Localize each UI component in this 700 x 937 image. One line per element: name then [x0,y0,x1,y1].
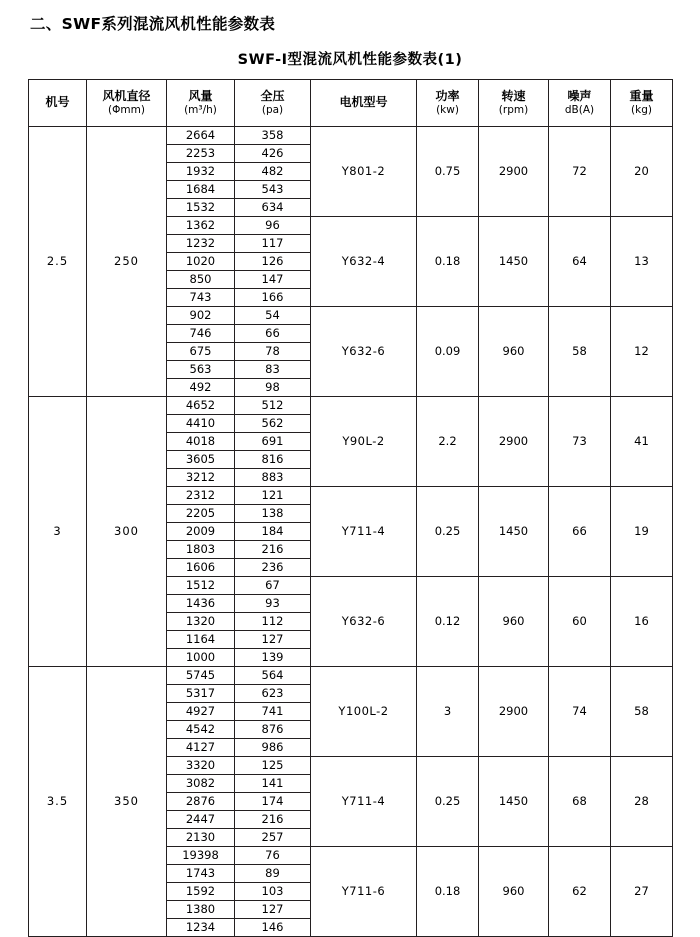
cell-pressure: 103 [235,883,311,901]
cell-motor: Y711-4 [311,487,417,577]
cell-speed: 960 [479,307,549,397]
cell-flow: 5317 [167,685,235,703]
cell-flow: 2130 [167,829,235,847]
cell-pressure: 98 [235,379,311,397]
column-header-pressure [235,80,311,127]
cell-flow: 1932 [167,163,235,181]
cell-motor: Y801-2 [311,127,417,217]
column-header-diameter-unit: (Φmm) [108,103,145,116]
cell-power: 2.2 [417,397,479,487]
cell-power: 0.25 [417,487,479,577]
cell-pressure: 127 [235,631,311,649]
cell-pressure: 512 [235,397,311,415]
cell-pressure: 543 [235,181,311,199]
cell-pressure: 127 [235,901,311,919]
cell-motor: Y90L-2 [311,397,417,487]
cell-flow: 675 [167,343,235,361]
cell-flow: 902 [167,307,235,325]
cell-flow: 4410 [167,415,235,433]
cell-flow: 1000 [167,649,235,667]
cell-flow: 1743 [167,865,235,883]
cell-model: 3.5 [29,667,87,937]
cell-pressure: 78 [235,343,311,361]
cell-flow: 1164 [167,631,235,649]
cell-pressure: 76 [235,847,311,865]
cell-motor: Y632-6 [311,577,417,667]
cell-pressure: 184 [235,523,311,541]
column-header-motor-label: 电机型号 [339,95,388,110]
cell-weight: 16 [611,577,673,667]
cell-pressure: 741 [235,703,311,721]
cell-weight: 12 [611,307,673,397]
column-header-noise-unit: dB(A) [564,103,595,116]
column-header-pressure-unit: (pa) [261,103,284,116]
cell-pressure: 125 [235,757,311,775]
cell-pressure: 54 [235,307,311,325]
cell-noise: 74 [549,667,611,757]
cell-flow: 1234 [167,919,235,937]
cell-flow: 1684 [167,181,235,199]
column-header-flow [167,80,235,127]
cell-pressure: 216 [235,811,311,829]
cell-flow: 5745 [167,667,235,685]
cell-power: 3 [417,667,479,757]
cell-pressure: 67 [235,577,311,595]
column-header-speed-label: 转速 [501,88,526,103]
column-header-weight-unit: (kg) [631,103,652,116]
cell-speed: 960 [479,847,549,937]
column-header-diameter-label: 风机直径 [102,88,151,103]
column-header-flow-unit: (m³/h) [184,103,217,116]
cell-power: 0.25 [417,757,479,847]
cell-pressure: 691 [235,433,311,451]
cell-flow: 1020 [167,253,235,271]
cell-flow: 1362 [167,217,235,235]
cell-noise: 62 [549,847,611,937]
column-header-noise [549,80,611,127]
column-header-flow-label: 风量 [188,88,213,103]
cell-flow: 1512 [167,577,235,595]
cell-model: 3 [29,397,87,667]
cell-power: 0.12 [417,577,479,667]
cell-noise: 68 [549,757,611,847]
cell-flow: 743 [167,289,235,307]
cell-flow: 4542 [167,721,235,739]
cell-pressure: 562 [235,415,311,433]
cell-speed: 1450 [479,757,549,847]
cell-pressure: 146 [235,919,311,937]
cell-speed: 960 [479,577,549,667]
column-header-model [29,80,87,127]
section-title: 二、SWF系列混流风机性能参数表 [30,15,276,33]
column-header-speed-unit: (rpm) [498,103,529,116]
cell-weight: 58 [611,667,673,757]
cell-pressure: 634 [235,199,311,217]
cell-weight: 13 [611,217,673,307]
cell-flow: 3320 [167,757,235,775]
cell-speed: 2900 [479,667,549,757]
column-header-model-label: 机号 [45,95,70,110]
cell-flow: 2253 [167,145,235,163]
cell-diameter: 300 [87,397,167,667]
cell-flow: 4127 [167,739,235,757]
table-row [29,397,673,415]
cell-flow: 1436 [167,595,235,613]
cell-noise: 60 [549,577,611,667]
cell-pressure: 83 [235,361,311,379]
cell-diameter: 250 [87,127,167,397]
table-row [29,127,673,145]
cell-power: 0.18 [417,847,479,937]
cell-pressure: 564 [235,667,311,685]
cell-flow: 2312 [167,487,235,505]
cell-power: 0.09 [417,307,479,397]
column-header-speed [479,80,549,127]
table-row [29,667,673,685]
cell-weight: 27 [611,847,673,937]
cell-flow: 1803 [167,541,235,559]
cell-flow: 2447 [167,811,235,829]
cell-noise: 58 [549,307,611,397]
cell-pressure: 117 [235,235,311,253]
column-header-noise-label: 噪声 [567,88,592,103]
cell-noise: 72 [549,127,611,217]
cell-flow: 2664 [167,127,235,145]
cell-pressure: 147 [235,271,311,289]
column-header-pressure-label: 全压 [260,88,285,103]
cell-motor: Y100L-2 [311,667,417,757]
column-header-power-label: 功率 [435,88,460,103]
column-header-weight-label: 重量 [629,88,654,103]
cell-motor: Y711-6 [311,847,417,937]
cell-flow: 1606 [167,559,235,577]
cell-flow: 1380 [167,901,235,919]
cell-pressure: 426 [235,145,311,163]
column-header-power [417,80,479,127]
cell-motor: Y711-4 [311,757,417,847]
cell-pressure: 66 [235,325,311,343]
cell-pressure: 166 [235,289,311,307]
cell-pressure: 986 [235,739,311,757]
cell-pressure: 93 [235,595,311,613]
cell-weight: 20 [611,127,673,217]
cell-flow: 19398 [167,847,235,865]
cell-pressure: 257 [235,829,311,847]
cell-pressure: 358 [235,127,311,145]
cell-pressure: 883 [235,469,311,487]
cell-flow: 746 [167,325,235,343]
cell-flow: 2205 [167,505,235,523]
cell-pressure: 816 [235,451,311,469]
cell-pressure: 236 [235,559,311,577]
cell-flow: 1592 [167,883,235,901]
cell-pressure: 138 [235,505,311,523]
cell-flow: 3082 [167,775,235,793]
column-header-motor [311,80,417,127]
cell-flow: 4927 [167,703,235,721]
cell-pressure: 96 [235,217,311,235]
cell-flow: 563 [167,361,235,379]
cell-flow: 4018 [167,433,235,451]
column-header-diameter [87,80,167,127]
table-header-row [29,80,673,127]
cell-pressure: 482 [235,163,311,181]
cell-motor: Y632-4 [311,217,417,307]
cell-pressure: 126 [235,253,311,271]
cell-power: 0.18 [417,217,479,307]
cell-noise: 66 [549,487,611,577]
cell-flow: 3605 [167,451,235,469]
cell-flow: 1232 [167,235,235,253]
cell-pressure: 139 [235,649,311,667]
cell-speed: 1450 [479,217,549,307]
cell-pressure: 876 [235,721,311,739]
cell-flow: 1532 [167,199,235,217]
cell-flow: 3212 [167,469,235,487]
cell-pressure: 89 [235,865,311,883]
cell-weight: 19 [611,487,673,577]
cell-diameter: 350 [87,667,167,937]
cell-speed: 2900 [479,397,549,487]
cell-pressure: 141 [235,775,311,793]
cell-power: 0.75 [417,127,479,217]
column-header-power-unit: (kw) [436,103,459,116]
cell-flow: 1320 [167,613,235,631]
cell-noise: 64 [549,217,611,307]
cell-pressure: 121 [235,487,311,505]
fan-performance-table [28,79,673,937]
cell-pressure: 216 [235,541,311,559]
table-body [29,127,673,937]
cell-flow: 850 [167,271,235,289]
cell-pressure: 623 [235,685,311,703]
cell-speed: 2900 [479,127,549,217]
table-header [29,80,673,127]
cell-weight: 41 [611,397,673,487]
cell-flow: 2009 [167,523,235,541]
cell-model: 2.5 [29,127,87,397]
cell-motor: Y632-6 [311,307,417,397]
cell-flow: 2876 [167,793,235,811]
cell-flow: 4652 [167,397,235,415]
cell-flow: 492 [167,379,235,397]
cell-speed: 1450 [479,487,549,577]
table-title: SWF-I型混流风机性能参数表(1) [237,52,463,68]
cell-pressure: 112 [235,613,311,631]
column-header-weight [611,80,673,127]
cell-weight: 28 [611,757,673,847]
cell-pressure: 174 [235,793,311,811]
cell-noise: 73 [549,397,611,487]
